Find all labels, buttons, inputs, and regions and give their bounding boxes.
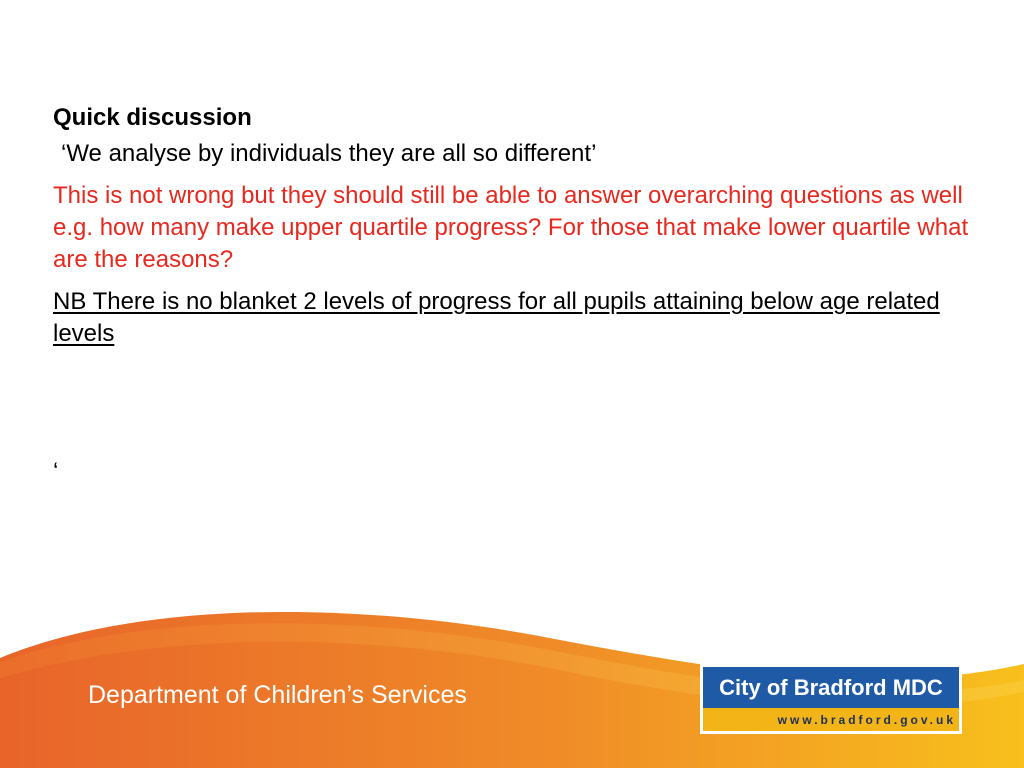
slide-body [53, 102, 973, 350]
bradford-logo [700, 664, 962, 734]
department-label: Department of Children’s Services [88, 681, 467, 709]
red-commentary: This is not wrong but they should still be able to answer overarching questions as well e.g. how many make upper quartile progress? For those that make lower quartile what are the reasons? [53, 182, 969, 273]
logo-url: www.bradford.gov.uk [777, 713, 956, 727]
nb-note: NB There is no blanket 2 levels of progress for all pupils attaining below age related levels [53, 288, 940, 347]
logo-title: City of Bradford MDC [703, 667, 959, 708]
quote-text: ‘We analyse by individuals they are all so different’ [61, 140, 597, 167]
slide-heading: Quick discussion [53, 104, 252, 131]
stray-quote-mark: ‘ [53, 458, 59, 485]
